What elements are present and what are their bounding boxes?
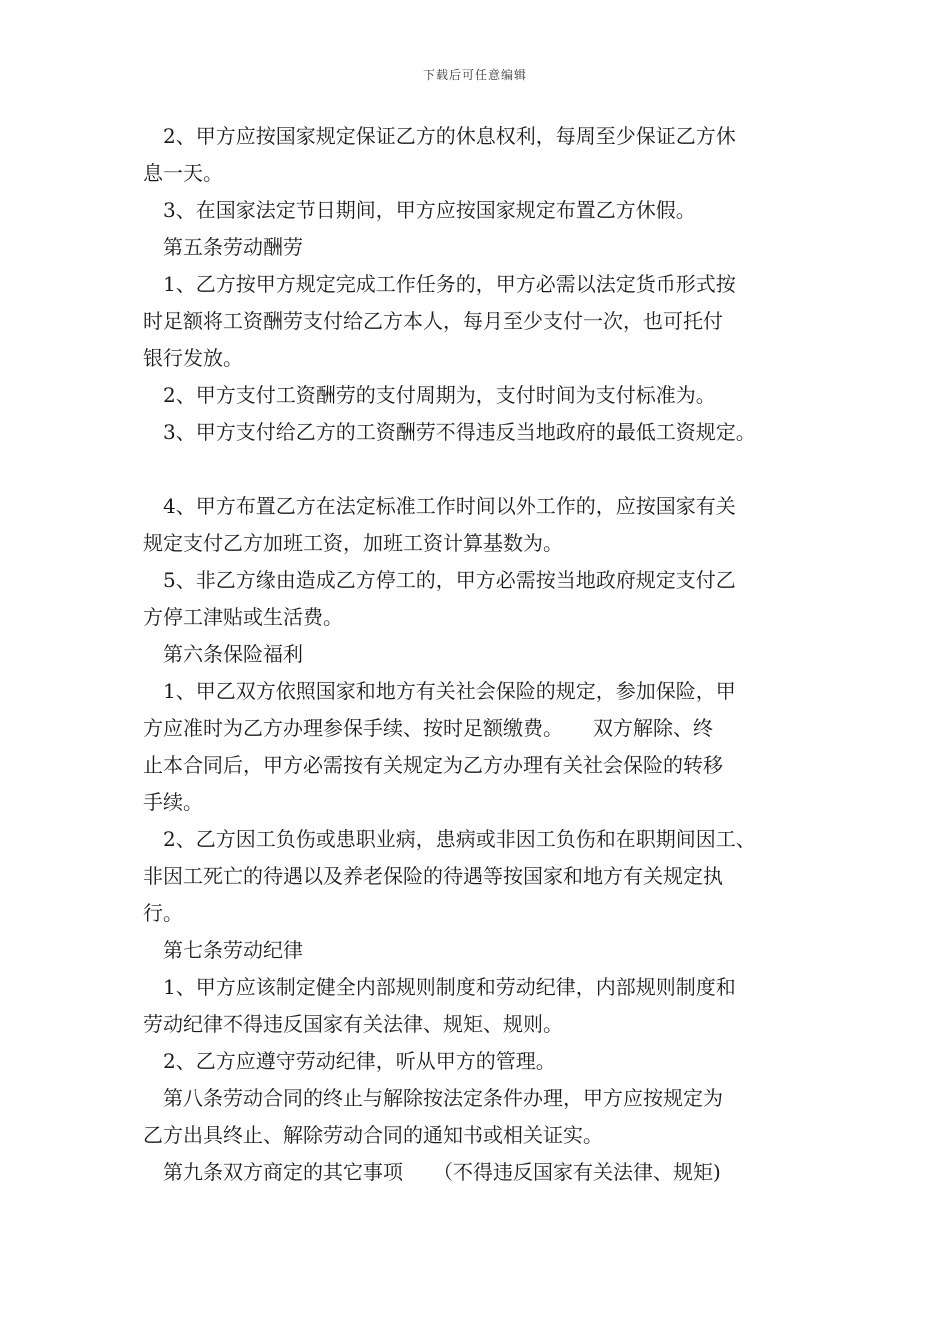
paragraph-line: 5、非乙方缘由造成乙方停工的，甲方必需按当地政府规定支付乙 bbox=[163, 568, 736, 592]
paragraph-line: 2、乙方因工负伤或患职业病，患病或非因工负伤和在职期间因工、 bbox=[163, 827, 756, 851]
paragraph-line: 行。 bbox=[143, 901, 183, 925]
blank-line bbox=[143, 451, 823, 488]
paragraph-line: 2、甲方支付工资酬劳的支付周期为，支付时间为支付标准为。 bbox=[163, 383, 716, 407]
paragraph-line: 2、甲方应按国家规定保证乙方的休息权利，每周至少保证乙方休 bbox=[163, 124, 736, 148]
paragraph-line: 1、甲方应该制定健全内部规则制度和劳动纪律，内部规则制度和 bbox=[163, 975, 736, 999]
section-heading: 第九条双方商定的其它事项 （不得违反国家有关法律、规矩) bbox=[163, 1160, 721, 1184]
page-header: 下载后可任意编辑 bbox=[422, 68, 527, 82]
paragraph-line: 劳动纪律不得违反国家有关法律、规矩、规则。 bbox=[143, 1012, 563, 1036]
paragraph-line: 方应准时为乙方办理参保手续、按时足额缴费。 双方解除、终 bbox=[143, 716, 713, 740]
paragraph-line: 乙方出具终止、解除劳动合同的通知书或相关证实。 bbox=[143, 1123, 603, 1147]
paragraph-line: 3、在国家法定节日期间，甲方应按国家规定布置乙方休假。 bbox=[163, 198, 696, 222]
paragraph-line: 银行发放。 bbox=[143, 346, 243, 370]
paragraph-line: 3、甲方支付给乙方的工资酬劳不得违反当地政府的最低工资规定。 bbox=[163, 420, 756, 444]
paragraph-line: 4、甲方布置乙方在法定标准工作时间以外工作的，应按国家有关 bbox=[163, 494, 736, 518]
paragraph-line: 时足额将工资酬劳支付给乙方本人，每月至少支付一次，也可托付 bbox=[143, 309, 723, 333]
paragraph-line: 方停工津贴或生活费。 bbox=[143, 605, 343, 629]
paragraph-line: 1、甲乙双方依照国家和地方有关社会保险的规定，参加保险，甲 bbox=[163, 679, 736, 703]
section-heading: 第五条劳动酬劳 bbox=[163, 235, 303, 259]
paragraph-line: 规定支付乙方加班工资，加班工资计算基数为。 bbox=[143, 531, 563, 555]
paragraph-line: 2、乙方应遵守劳动纪律，听从甲方的管理。 bbox=[163, 1049, 556, 1073]
paragraph-line: 止本合同后，甲方必需按有关规定为乙方办理有关社会保险的转移 bbox=[143, 753, 723, 777]
section-heading: 第六条保险福利 bbox=[163, 642, 303, 666]
paragraph-line: 息一天。 bbox=[143, 161, 223, 185]
section-heading: 第七条劳动纪律 bbox=[163, 938, 303, 962]
paragraph-line: 1、乙方按甲方规定完成工作任务的，甲方必需以法定货币形式按 bbox=[163, 272, 736, 296]
paragraph-line: 非因工死亡的待遇以及养老保险的待遇等按国家和地方有关规定执 bbox=[143, 864, 723, 888]
paragraph-line: 手续。 bbox=[143, 790, 203, 814]
section-heading: 第八条劳动合同的终止与解除按法定条件办理，甲方应按规定为 bbox=[163, 1086, 723, 1110]
document-body bbox=[143, 118, 823, 1191]
